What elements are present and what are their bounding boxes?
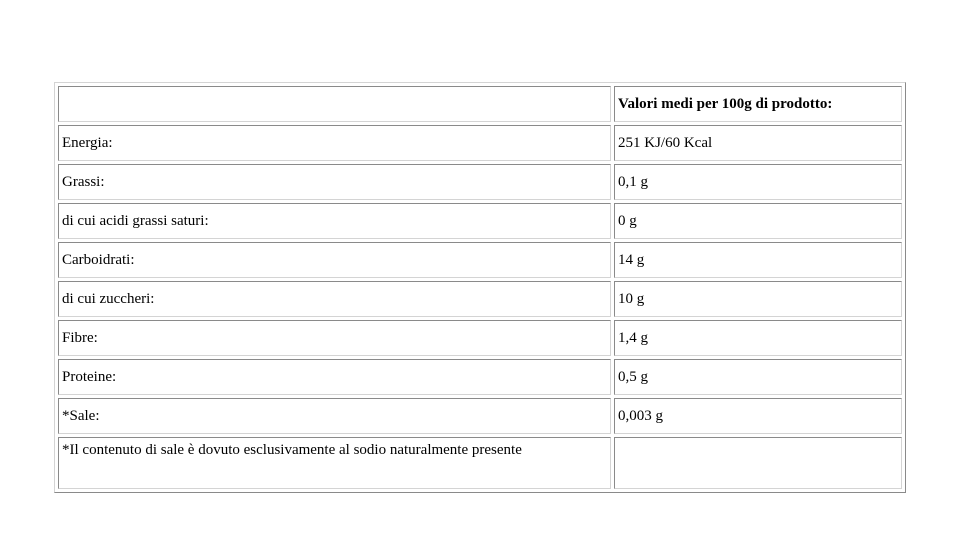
table-row (58, 359, 902, 395)
table-row (58, 281, 902, 317)
header-value-cell: Valori medi per 100g di prodotto: (614, 86, 902, 122)
nutrient-label: Fibre: (58, 320, 611, 356)
header-label-cell (58, 86, 611, 122)
nutrient-value: 251 KJ/60 Kcal (614, 125, 902, 161)
table-row (58, 320, 902, 356)
nutrient-value: 10 g (614, 281, 902, 317)
table-row (58, 125, 902, 161)
footnote-row (58, 437, 902, 489)
table-row (58, 242, 902, 278)
nutrient-value: 0,5 g (614, 359, 902, 395)
nutrient-label: Carboidrati: (58, 242, 611, 278)
nutrient-label: di cui acidi grassi saturi: (58, 203, 611, 239)
nutrient-value: 14 g (614, 242, 902, 278)
footnote-value-cell (614, 437, 902, 489)
footnote-text: *Il contenuto di sale è dovuto esclusivamente al sodio naturalmente presente (58, 437, 611, 489)
nutrient-label: *Sale: (58, 398, 611, 434)
nutrient-value: 1,4 g (614, 320, 902, 356)
nutrient-value: 0 g (614, 203, 902, 239)
nutrient-label: Energia: (58, 125, 611, 161)
table-row (58, 164, 902, 200)
nutrient-value: 0,003 g (614, 398, 902, 434)
table-row (58, 398, 902, 434)
table-row (58, 203, 902, 239)
nutrient-value: 0,1 g (614, 164, 902, 200)
table-header-row (58, 86, 902, 122)
nutrition-table (54, 82, 906, 493)
nutrient-label: Proteine: (58, 359, 611, 395)
nutrient-label: di cui zuccheri: (58, 281, 611, 317)
nutrient-label: Grassi: (58, 164, 611, 200)
